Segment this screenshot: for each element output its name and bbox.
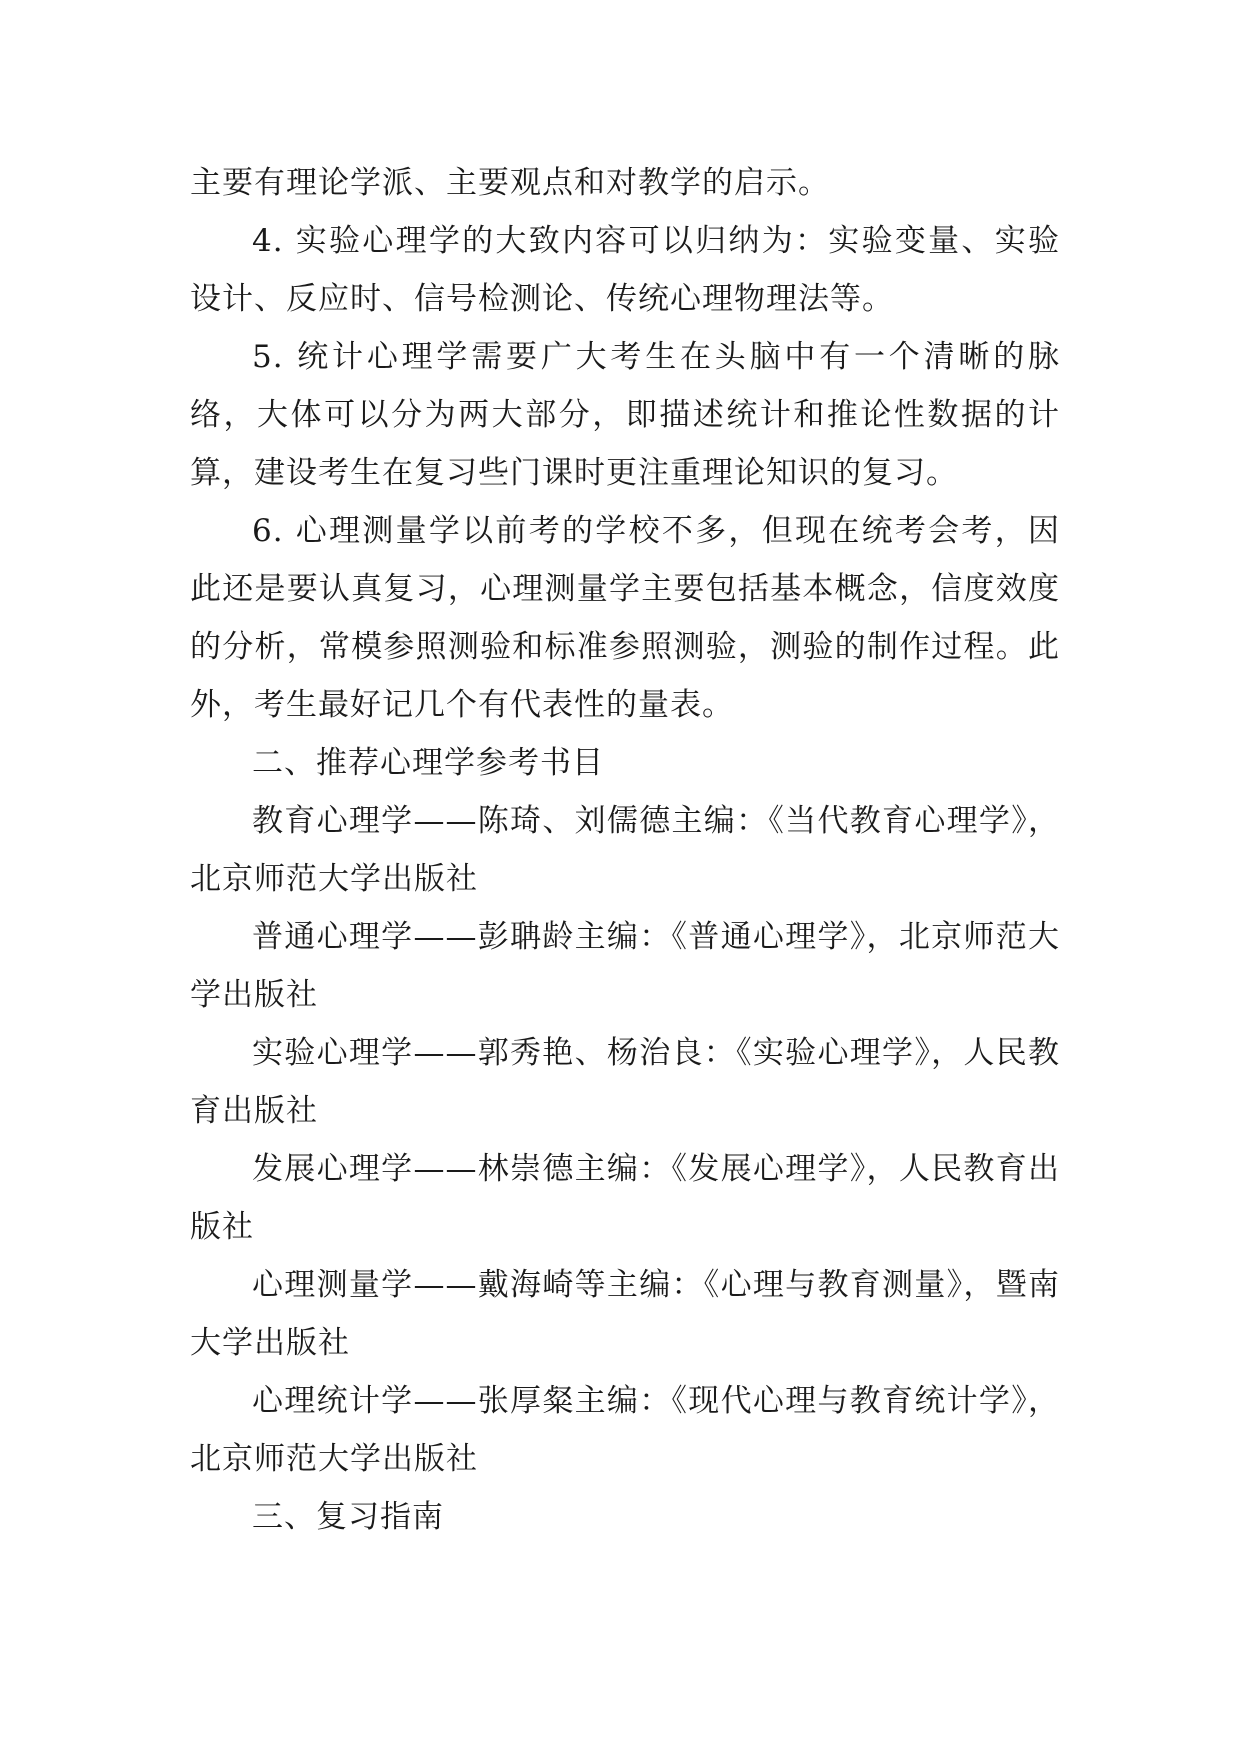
reference-psychological-statistics: 心理统计学——张厚粲主编：《现代心理与教育统计学》，北京师范大学出版社	[190, 1383, 1060, 1477]
paragraph-continuation: 主要有理论学派、主要观点和对教学的启示。	[190, 165, 830, 201]
section-heading-review-guide: 三、复习指南	[252, 1499, 444, 1535]
paragraph-item-6: 6. 心理测量学以前考的学校不多，但现在统考会考，因此还是要认真复习，心理测量学主要包括基本概念，信度效度的分析，常模参照测验和标准参照测验，测验的制作过程。此外，考生最好记几个有代表性的量表。	[190, 513, 1060, 723]
reference-developmental-psychology: 发展心理学——林崇德主编：《发展心理学》，人民教育出版社	[190, 1151, 1060, 1245]
paragraph-item-4: 4. 实验心理学的大致内容可以归纳为：实验变量、实验设计、反应时、信号检测论、传统心理物理法等。	[190, 223, 1060, 317]
paragraph-item-5: 5. 统计心理学需要广大考生在头脑中有一个清晰的脉络，大体可以分为两大部分，即描述统计和推论性数据的计算，建设考生在复习些门课时更注重理论知识的复习。	[190, 339, 1060, 491]
reference-educational-psychology: 教育心理学——陈琦、刘儒德主编：《当代教育心理学》，北京师范大学出版社	[190, 803, 1060, 897]
reference-psychometrics: 心理测量学——戴海崎等主编：《心理与教育测量》，暨南大学出版社	[190, 1267, 1060, 1361]
reference-experimental-psychology: 实验心理学——郭秀艳、杨治良：《实验心理学》，人民教育出版社	[190, 1035, 1060, 1129]
reference-general-psychology: 普通心理学——彭聃龄主编：《普通心理学》，北京师范大学出版社	[190, 919, 1060, 1013]
document-body	[190, 154, 1060, 1546]
section-heading-references: 二、推荐心理学参考书目	[252, 745, 604, 781]
